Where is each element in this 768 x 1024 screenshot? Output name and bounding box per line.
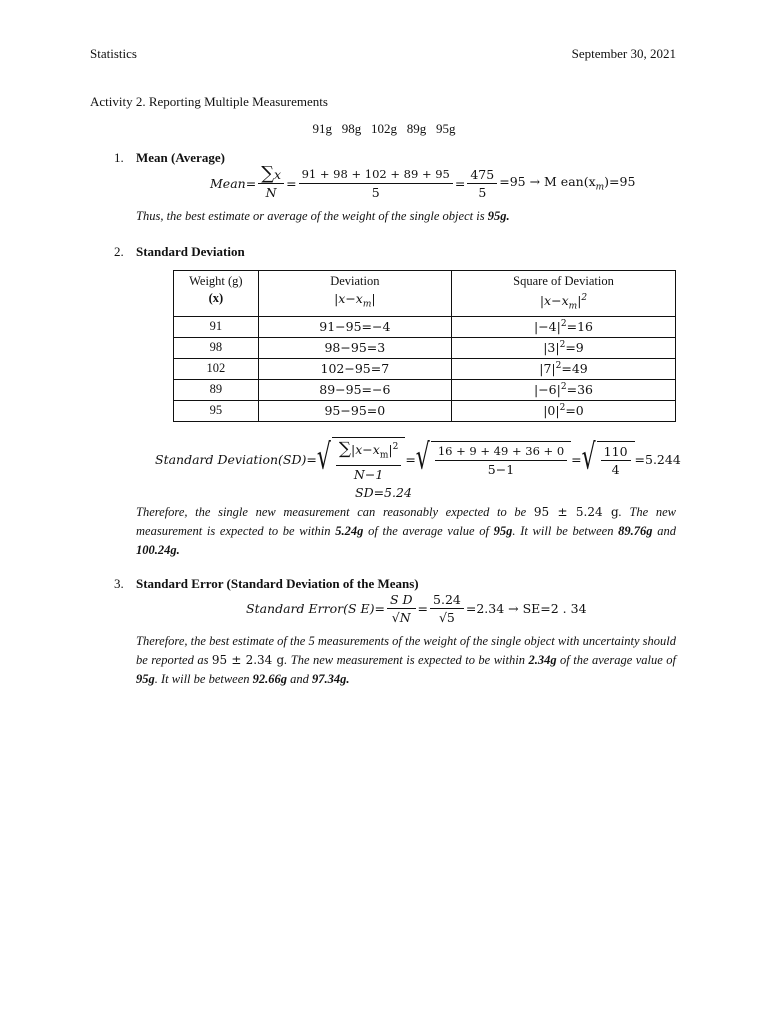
deviation-table (173, 270, 676, 422)
sd-result: =5.244 (634, 451, 681, 467)
section-2-number: 2. (114, 244, 124, 259)
conclusion-text: and (287, 672, 313, 686)
mean-value-bold: 95g. (487, 209, 510, 223)
sd-sqrt-2: √ $\frac{16 + 9 + 49 + 36 + 0}{5-1}$ (416, 441, 571, 477)
sd-value: SD=5.24 (355, 485, 412, 500)
mean-equals-2: = (454, 175, 466, 191)
sd-conclusion (136, 503, 676, 560)
total-count: 5 (478, 184, 487, 200)
header-square-deviation: Square of Deviation $|x-x_m|^2$ (451, 271, 675, 317)
cell-square: $|3|^2=9$ (451, 337, 675, 358)
mean-equals-1: = (286, 175, 297, 191)
mean-formula (210, 163, 636, 200)
se-conclusion (136, 632, 676, 689)
header-deviation: Deviation $|x-x_m|$ (258, 271, 451, 317)
table-row (174, 316, 676, 337)
conclusion-text: Therefore, the best estimate of the 5 measurements of the weight of the single object with uncertainty should be reported as (136, 634, 676, 667)
section-1-title: Mean (Average) (136, 150, 225, 165)
sum-symbol: ∑ (261, 163, 275, 184)
conclusion-bold-value: 95g (493, 524, 513, 538)
cell-deviation: 98−95=3 (258, 337, 451, 358)
conclusion-text: 95 ± 2.34 g (211, 653, 285, 667)
cell-weight: 102 (174, 358, 259, 379)
conclusion-text: 95 ± 5.24 g (533, 505, 619, 519)
cell-deviation: 102−95=7 (258, 358, 451, 379)
conclusion-text: . It will be between (154, 672, 253, 686)
table-row (174, 358, 676, 379)
conclusion-text: and (652, 524, 676, 538)
cell-square: $|-4|^2=16$ (451, 316, 675, 337)
conclusion-text: . It will be between (512, 524, 619, 538)
mean-sum-fraction (258, 163, 284, 200)
conclusion-bold-value: 5.24g (335, 524, 364, 538)
activity-title: Activity 2. Reporting Multiple Measurements (90, 94, 328, 109)
conclusion-text: of the average value of (363, 524, 494, 538)
header-date: September 30, 2021 (571, 46, 676, 61)
mean-values-fraction (299, 167, 453, 200)
conclusion-text: Therefore, the single new measurement can reasonably expected to be (136, 505, 534, 519)
cell-weight: 95 (174, 400, 259, 421)
cell-weight: 89 (174, 379, 259, 400)
section-3-number: 3. (114, 576, 124, 591)
conclusion-bold-value: 95g (136, 672, 155, 686)
se-lhs: Standard Error(S E)= (246, 601, 385, 616)
cell-deviation: 89−95=−6 (258, 379, 451, 400)
sd-sqrt-3: √ $\frac{110}{4}$ (582, 441, 635, 477)
header-subject: Statistics (90, 46, 137, 61)
section-1-number: 1. (114, 150, 124, 165)
cell-weight: 98 (174, 337, 259, 358)
cell-deviation: 95−95=0 (258, 400, 451, 421)
section-2-title: Standard Deviation (136, 244, 245, 259)
conclusion-bold-value: 89.76g (618, 524, 653, 538)
se-result: =2.34 → SE=2 . 34 (465, 601, 587, 616)
sum-variable: x (274, 167, 282, 182)
mean-conclusion: Thus, the best estimate or average of the weight of the single object is 95g. (136, 209, 510, 223)
section-3-title: Standard Error (Standard Deviation of the Means) (136, 576, 419, 591)
sum-denominator: N (265, 185, 277, 200)
cell-square: $|0|^2=0$ (451, 400, 675, 421)
values-sum: 91 + 98 + 102 + 89 + 95 (299, 167, 453, 184)
table-row (174, 379, 676, 400)
conclusion-bold-value: 100.24g. (136, 543, 180, 557)
conclusion-bold-value: 2.34g (528, 653, 557, 667)
sd-lhs: Standard Deviation(SD)= (155, 451, 317, 467)
total-value: 475 (467, 167, 497, 184)
conclusion-bold-value: 92.66g (252, 672, 288, 686)
table-row (174, 400, 676, 421)
mean-lhs: Mean= (210, 175, 257, 191)
table-row (174, 337, 676, 358)
conclusion-text: . The new measurement is expected to be within (284, 653, 529, 667)
conclusion-text: of the average value of (556, 653, 676, 667)
cell-square: $|-6|^2=36$ (451, 379, 675, 400)
header-weight: Weight (g) (x) (174, 271, 259, 317)
values-count: 5 (371, 184, 380, 200)
conclusion-text: . The new measurement is expected to be within (136, 505, 676, 538)
conclusion-bold-value: 97.34g. (312, 672, 350, 686)
sd-formula: Standard Deviation(SD)= √ $\frac{\sum|x-x_m|^2}{N-1}$ = √ $\frac{16 + 9 + 49 + 36 + 0}{5-1}$ = √ $\frac{110}{4}$ =5.244 (155, 438, 681, 482)
mean-result-fraction (467, 167, 497, 200)
sd-sqrt-1: √ $\frac{\sum|x-x_m|^2}{N-1}$ (317, 437, 405, 482)
cell-square: $|7|^2=49$ (451, 358, 675, 379)
cell-deviation: 91−95=−4 (258, 316, 451, 337)
table-header-row (174, 271, 676, 317)
cell-weight: 91 (174, 316, 259, 337)
weights-list: 91g 98g 102g 89g 95g (312, 121, 456, 136)
mean-tail: =95 → M $ean(x_m)=95$ (499, 173, 636, 193)
se-formula: Standard Error(S E)= $\frac{\text{S D}}{√N}$ = $\frac{5.24}{√5}$ =2.34 → SE=2 . 34 (246, 592, 587, 625)
